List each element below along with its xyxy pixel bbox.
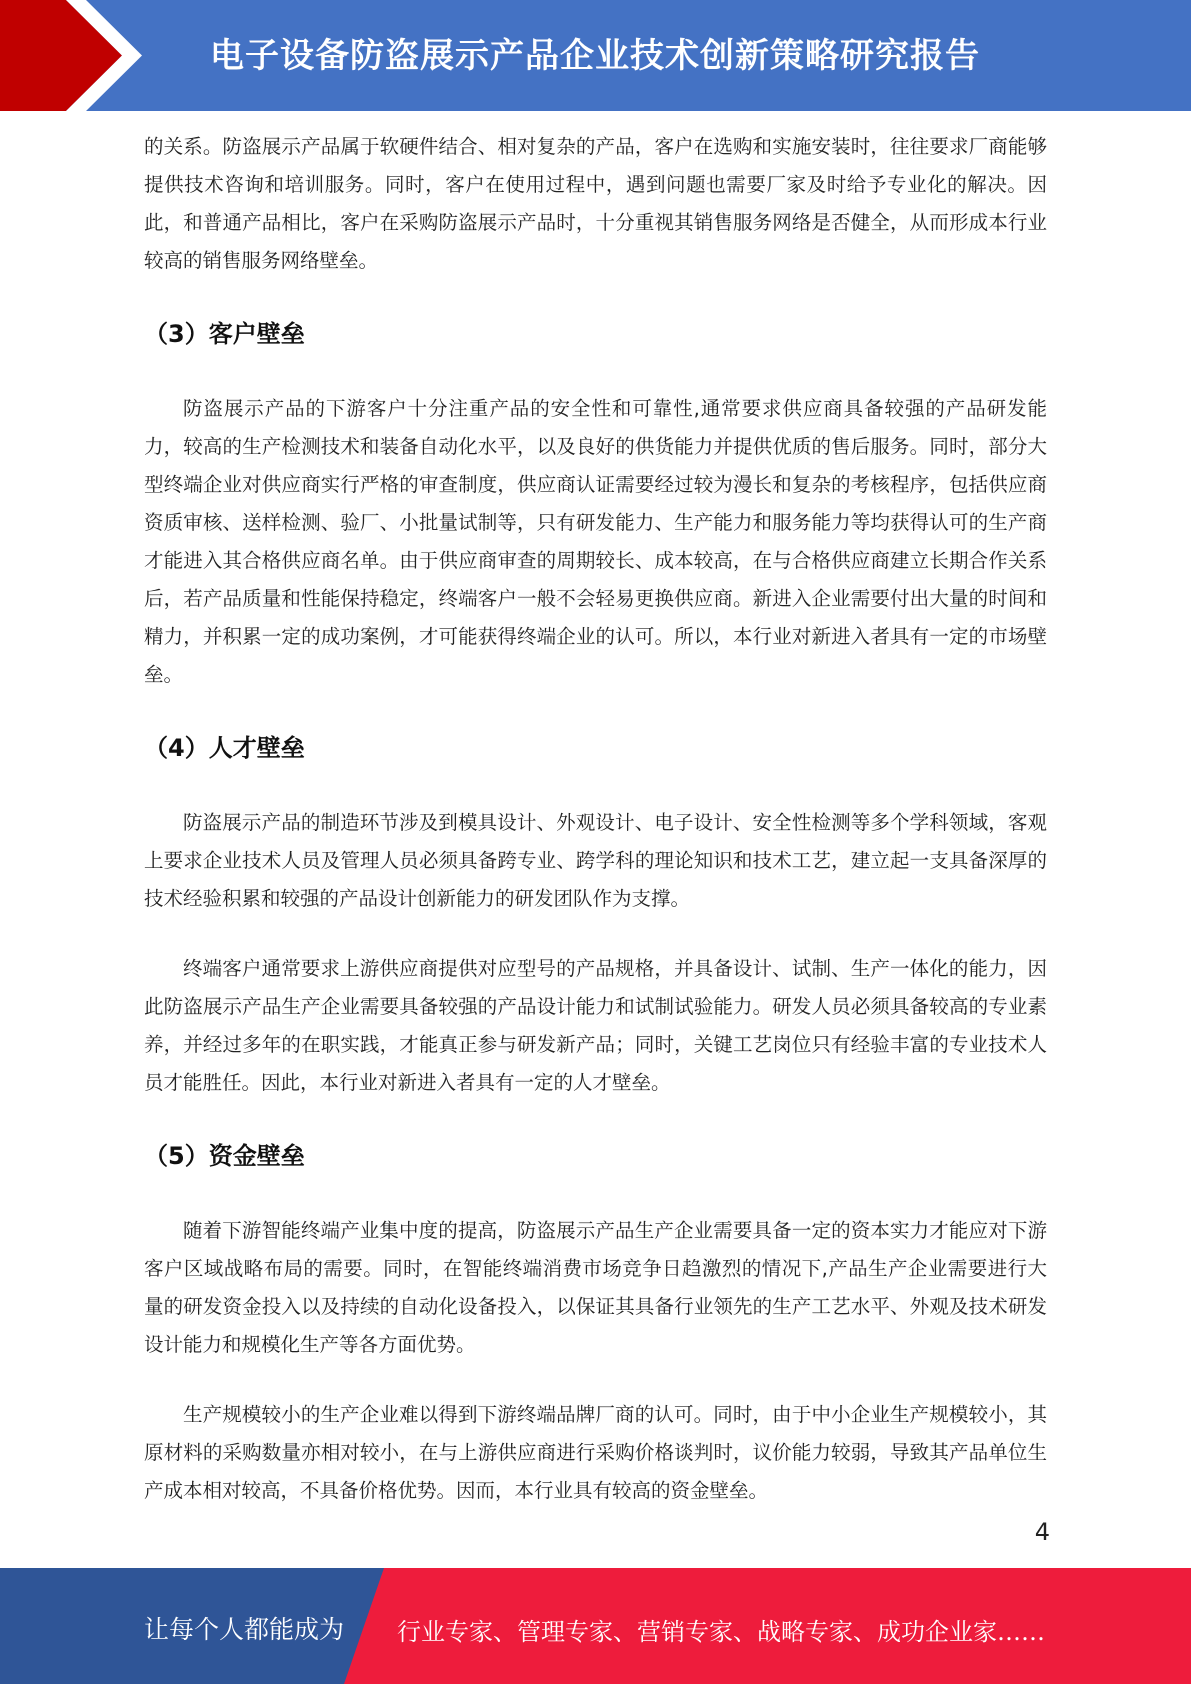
page-number: 4 (1034, 1518, 1050, 1546)
page-footer (0, 1568, 1191, 1684)
footer-slogan-left: 让每个人都能成为 (144, 1615, 345, 1644)
section-heading-capital-barrier: （5）资金壁垒 (144, 1142, 305, 1170)
report-title: 电子设备防盗展示产品企业技术创新策略研究报告 (210, 36, 980, 76)
section-heading-customer-barrier: （3）客户壁垒 (144, 320, 305, 348)
body-paragraph: 防盗展示产品的制造环节涉及到模具设计、外观设计、电子设计、安全性检测等多个学科领域，客观上要求企业技术人员及管理人员必须具备跨专业、跨学科的理论知识和技术工艺，建立起一支具备深厚的技术经验积累和较强的产品设计创新能力的研发团队作为支撑。 (144, 811, 1047, 910)
header-arrow-accent (0, 0, 150, 111)
document-body (144, 128, 1047, 1510)
body-paragraph: 终端客户通常要求上游供应商提供对应型号的产品规格，并具备设计、试制、生产一体化的能力，因此防盗展示产品生产企业需要具备较强的产品设计能力和试制试验能力。研发人员必须具备较高的专业素养，并经过多年的在职实践，才能真正参与研发新产品；同时，关键工艺岗位只有经验丰富的专业技术人员才能胜任。因此，本行业对新进入者具有一定的人才壁垒。 (144, 957, 1047, 1094)
footer-slogan-right: 行业专家、管理专家、营销专家、战略专家、成功企业家…… (397, 1618, 1045, 1646)
body-paragraph: 防盗展示产品的下游客户十分注重产品的安全性和可靠性,通常要求供应商具备较强的产品研发能力，较高的生产检测技术和装备自动化水平，以及良好的供货能力并提供优质的售后服务。同时，部分大型终端企业对供应商实行严格的审查制度，供应商认证需要经过较为漫长和复杂的考核程序，包括供应商资质审核、送样检测、验厂、小批量试制等，只有研发能力、生产能力和服务能力等均获得认可的生产商才能进入其合格供应商名单。由于供应商审查的周期较长、成本较高，在与合格供应商建立长期合作关系后，若产品质量和性能保持稳定，终端客户一般不会轻易更换供应商。新进入企业需要付出大量的时间和精力，并积累一定的成功案例，才可能获得终端企业的认可。所以，本行业对新进入者具有一定的市场壁垒。 (144, 397, 1047, 686)
section-heading-talent-barrier: （4）人才壁垒 (144, 734, 305, 762)
body-paragraph: 的关系。防盗展示产品属于软硬件结合、相对复杂的产品，客户在选购和实施安装时，往往要求厂商能够提供技术咨询和培训服务。同时，客户在使用过程中，遇到问题也需要厂家及时给予专业化的解决。因此，和普通产品相比，客户在采购防盗展示产品时，十分重视其销售服务网络是否健全，从而形成本行业较高的销售服务网络壁垒。 (144, 135, 1047, 272)
body-paragraph: 生产规模较小的生产企业难以得到下游终端品牌厂商的认可。同时，由于中小企业生产规模较小，其原材料的采购数量亦相对较小，在与上游供应商进行采购价格谈判时，议价能力较弱，导致其产品单位生产成本相对较高，不具备价格优势。因而，本行业具有较高的资金壁垒。 (144, 1403, 1047, 1502)
body-paragraph: 随着下游智能终端产业集中度的提高，防盗展示产品生产企业需要具备一定的资本实力才能应对下游客户区域战略布局的需要。同时，在智能终端消费市场竞争日趋激烈的情况下,产品生产企业需要进行大量的研发资金投入以及持续的自动化设备投入，以保证其具备行业领先的生产工艺水平、外观及技术研发设计能力和规模化生产等各方面优势。 (144, 1219, 1047, 1356)
page-header (0, 0, 1191, 111)
